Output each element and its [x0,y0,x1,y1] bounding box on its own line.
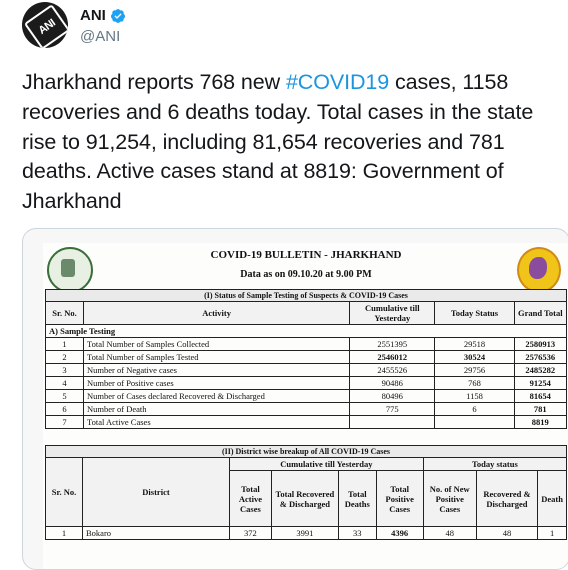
cell: 2551395 [350,338,435,351]
cell: 33 [338,527,376,540]
cell: 768 [435,377,514,390]
cell: 2 [46,351,84,364]
tweet-text-part: cases, 1158 recoveries and 6 deaths today. Total cases in the state rise to 91,254, including 81,654 recoveries and 781 deaths. Active cases stand at 8819: Government of Jharkhand [22,70,534,214]
col-header: Total Recovered & Discharged [271,471,338,527]
cell: 781 [514,403,566,416]
cell: Total Number of Samples Tested [84,351,350,364]
table-row [46,390,567,403]
cell: 8819 [514,416,566,429]
col-header: Activity [84,302,350,325]
cell: 48 [476,527,538,540]
cell: 1 [46,338,84,351]
cell: 29518 [435,338,514,351]
tweet-text-part: Jharkhand reports 768 new [22,70,286,94]
cell: 29756 [435,364,514,377]
ani-logo: ANI [24,4,68,48]
table-row [46,364,567,377]
subsection-heading: A) Sample Testing [46,325,567,338]
cell: 4396 [376,527,423,540]
cell [435,416,514,429]
cell: Number of Negative cases [84,364,350,377]
cell: 1158 [435,390,514,403]
cell: 7 [46,416,84,429]
cell: 30524 [435,351,514,364]
col-header: Today Status [435,302,514,325]
tweet-header [22,2,552,48]
cell: 1 [46,527,83,540]
cell: Total Number of Samples Collected [84,338,350,351]
cell: 2576536 [514,351,566,364]
tweet-text [22,68,552,217]
cell: 6 [435,403,514,416]
cell: 6 [46,403,84,416]
cell: 2485282 [514,364,566,377]
col-header: Sr. No. [46,458,83,527]
table-row [46,527,567,540]
col-header: Grand Total [514,302,566,325]
cell: 2455526 [350,364,435,377]
tweet-media-image[interactable] [22,228,568,570]
cell: Number of Death [84,403,350,416]
cell: 5 [46,390,84,403]
avatar[interactable] [22,2,68,48]
cell: 775 [350,403,435,416]
cell: 2546012 [350,351,435,364]
hashtag-link[interactable]: #COVID19 [285,70,390,94]
cell: 91254 [514,377,566,390]
account-name[interactable]: ANI [80,7,106,24]
group-header: Today status [423,458,566,471]
cell: Bokaro [83,527,230,540]
cell: 3 [46,364,84,377]
col-header: Cumulative till Yesterday [350,302,435,325]
account-handle[interactable]: @ANI [80,28,121,45]
verified-badge-icon [110,8,126,24]
table-row [46,377,567,390]
table-row [46,351,567,364]
cell: 2580913 [514,338,566,351]
cell: 48 [423,527,476,540]
col-header: Total Positive Cases [376,471,423,527]
name-row [80,7,126,24]
col-header: Recovered & Discharged [476,471,538,527]
table-row [46,403,567,416]
bulletin-document [43,243,568,570]
testing-table [45,289,567,429]
cell: Number of Positive cases [84,377,350,390]
cell: 80496 [350,390,435,403]
cell: 4 [46,377,84,390]
cell: Total Active Cases [84,416,350,429]
col-header: Total Deaths [338,471,376,527]
col-header: District [83,458,230,527]
cell: 90486 [350,377,435,390]
cell: 81654 [514,390,566,403]
table-row [46,338,567,351]
district-table [45,445,567,540]
cell [350,416,435,429]
col-header: Sr. No. [46,302,84,325]
section-heading: (I) Status of Sample Testing of Suspects & COVID-19 Cases [46,290,567,302]
cell: 1 [538,527,567,540]
section-heading: (II) District wise breakup of All COVID-19 Cases [46,446,567,458]
cell: 3991 [271,527,338,540]
table-row [46,416,567,429]
bulletin-title: COVID-19 BULLETIN - JHARKHAND [210,249,402,261]
col-header: Death [538,471,567,527]
cell: 372 [230,527,272,540]
group-header: Cumulative till Yesterday [230,458,424,471]
col-header: No. of New Positive Cases [423,471,476,527]
col-header: Total Active Cases [230,471,272,527]
bulletin-date: Data as on 09.10.20 at 9.00 PM [240,269,372,280]
cell: Number of Cases declared Recovered & Discharged [84,390,350,403]
